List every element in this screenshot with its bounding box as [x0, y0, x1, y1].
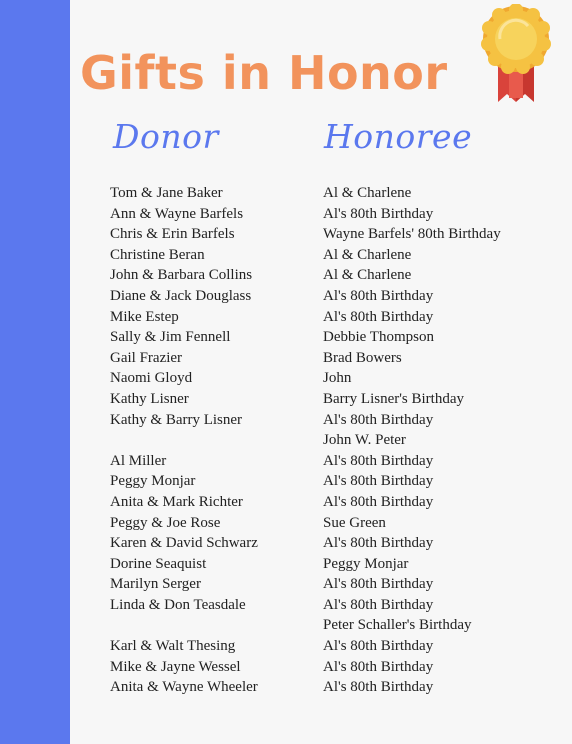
honoree-name: Debbie Thompson [323, 329, 434, 346]
donor-name: Linda & Don Teasdale [110, 596, 246, 613]
donor-name: Peggy Monjar [110, 473, 196, 490]
honoree-name: Al's 80th Birthday [323, 205, 434, 222]
honoree-name: Sue Green [323, 514, 386, 531]
honoree-name: Brad Bowers [323, 349, 402, 366]
donor-name: Mike & Jayne Wessel [110, 658, 241, 675]
list-item [0, 451, 572, 472]
honoree-name: Peggy Monjar [323, 555, 409, 572]
honoree-name: Al & Charlene [323, 267, 412, 284]
honoree-name: Al & Charlene [323, 185, 412, 201]
donor-name: Dorine Seaquist [110, 555, 207, 572]
list-item [0, 554, 572, 575]
honoree-name: Al's 80th Birthday [323, 576, 434, 593]
honoree-name: Al's 80th Birthday [323, 452, 434, 469]
donor-name: Karen & David Schwarz [110, 535, 258, 552]
honoree-name: Al's 80th Birthday [323, 411, 434, 428]
list-item [0, 410, 572, 431]
honoree-name: Wayne Barfels' 80th Birthday [323, 226, 501, 243]
honoree-name: John [323, 370, 352, 387]
donor-name: Kathy & Barry Lisner [110, 411, 243, 428]
list-item [0, 348, 572, 369]
honoree-name: Al's 80th Birthday [323, 308, 434, 325]
honoree-name: Al's 80th Birthday [323, 473, 434, 490]
list-item [0, 183, 572, 204]
donor-name: Peggy & Joe Rose [110, 514, 221, 531]
list-item [0, 615, 572, 636]
donor-name: Chris & Erin Barfels [110, 226, 235, 243]
honoree-name: Al's 80th Birthday [323, 596, 434, 613]
list-item [0, 307, 572, 328]
donor-name: Mike Estep [110, 308, 179, 325]
list-item [0, 265, 572, 286]
donor-name: Marilyn Serger [110, 576, 201, 593]
honoree-name: Al's 80th Birthday [323, 679, 434, 696]
page-title: Gifts in Honor [80, 46, 448, 100]
list-item [0, 224, 572, 245]
list-item [0, 657, 572, 678]
list-item [0, 368, 572, 389]
honoree-name: Al's 80th Birthday [323, 658, 434, 675]
list-item [0, 389, 572, 410]
honoree-name: Peter Schaller's Birthday [323, 617, 472, 634]
list-item [0, 471, 572, 492]
honoree-name: Al's 80th Birthday [323, 287, 434, 304]
list-item [0, 286, 572, 307]
donor-name: Al Miller [110, 452, 167, 469]
list-item [0, 327, 572, 348]
list-item [0, 533, 572, 554]
honoree-name: Al & Charlene [323, 246, 412, 263]
honoree-name: Al's 80th Birthday [323, 493, 434, 510]
honoree-name: John W. Peter [323, 432, 406, 449]
donor-name: Ann & Wayne Barfels [110, 205, 244, 222]
list-item [0, 245, 572, 266]
donor-name: Gail Frazier [110, 349, 183, 366]
donor-name: Diane & Jack Douglass [110, 287, 252, 304]
donor-name: Naomi Gloyd [110, 370, 193, 387]
list-item [0, 430, 572, 451]
list-item [0, 513, 572, 534]
list-item [0, 595, 572, 616]
donor-name: Anita & Mark Richter [110, 493, 243, 510]
donor-name: Karl & Walt Thesing [110, 638, 236, 655]
list-item [0, 492, 572, 513]
donor-name: Anita & Wayne Wheeler [110, 679, 258, 696]
honoree-name: Al's 80th Birthday [323, 638, 434, 655]
honoree-name: Al's 80th Birthday [323, 535, 434, 552]
donor-name: Christine Beran [110, 246, 205, 263]
donor-name: Sally & Jim Fennell [110, 329, 231, 346]
list-item [0, 574, 572, 595]
honoree-heading: Honoree [324, 117, 473, 156]
donor-name: John & Barbara Collins [110, 267, 253, 284]
list-item [0, 204, 572, 225]
award-ribbon-icon [478, 4, 554, 104]
donor-name: Kathy Lisner [110, 390, 189, 407]
list-item [0, 677, 572, 698]
honoree-name: Barry Lisner's Birthday [323, 390, 465, 407]
donor-heading: Donor [113, 117, 219, 156]
donor-name: Tom & Jane Baker [110, 185, 223, 201]
list-item [0, 636, 572, 657]
gift-list [0, 183, 572, 698]
